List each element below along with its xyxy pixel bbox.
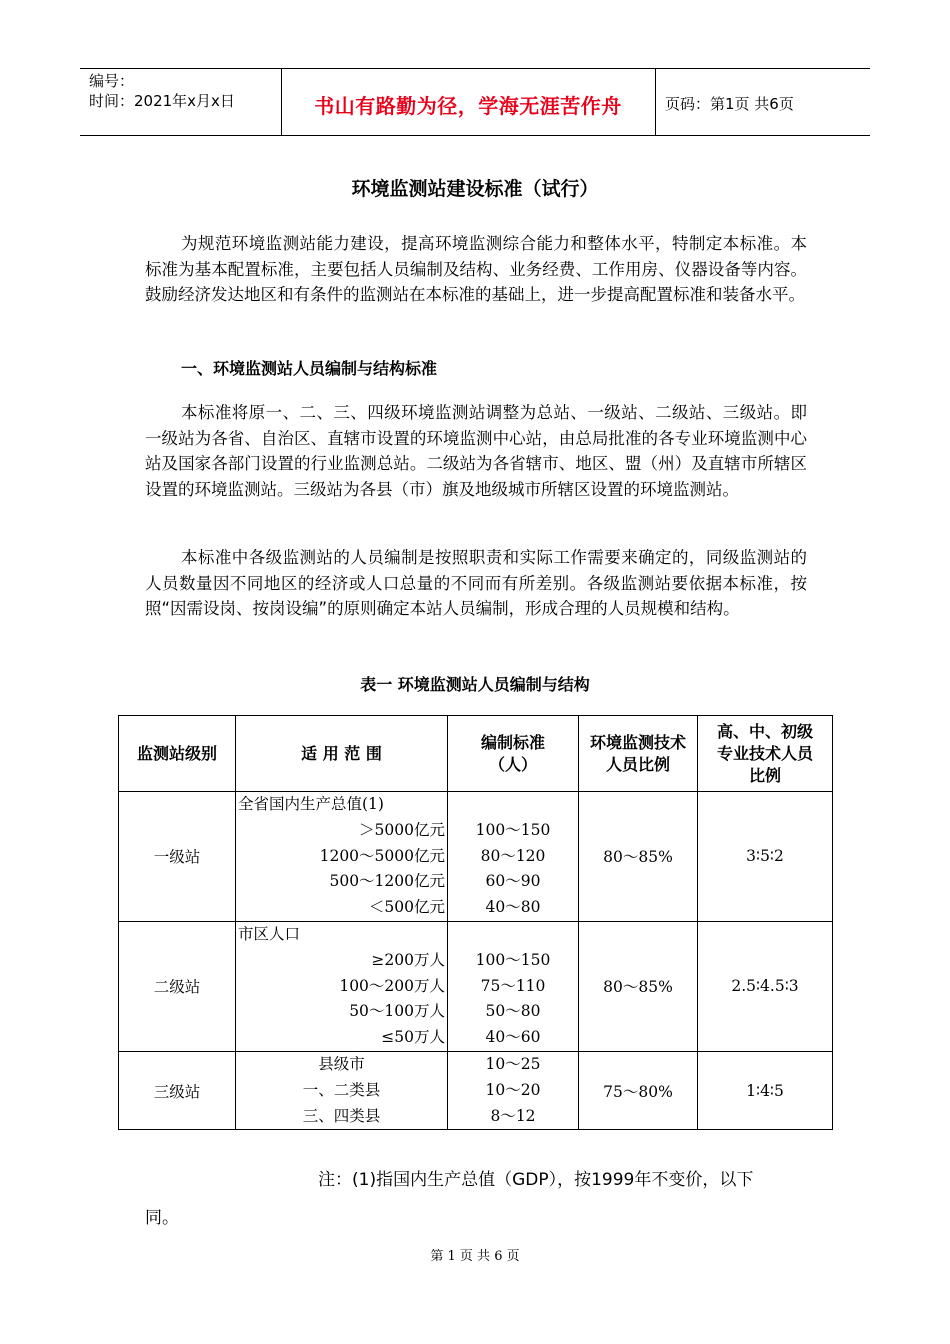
page-footer: 第 1 页 共 6 页 <box>430 1249 520 1264</box>
header-scope: 适 用 范 围 <box>236 716 448 792</box>
table-header-row <box>119 716 833 792</box>
row-tech-ratio: 75～80% <box>579 1051 698 1129</box>
header-time-label: 时间：2021年x月x日 <box>89 92 235 110</box>
row-staffing: 100～150 80～120 60～90 40～80 <box>448 792 579 922</box>
row-level: 二级站 <box>119 921 236 1051</box>
header-code-label: 编号： <box>89 72 135 90</box>
row-level: 一级站 <box>119 792 236 922</box>
header-page-info: 页码：第1页 共6页 <box>665 95 794 113</box>
row-tech-ratio: 80～85% <box>579 792 698 922</box>
document-title: 环境监测站建设标准（试行） <box>351 178 599 200</box>
paragraph-2: 本标准中各级监测站的人员编制是按照职责和实际工作需要来确定的，同级监测站的人员数量因不同地区的经济或人口总量的不同而有所差别。各级监测站要依据本标准，按照“因需设岗、按岗设编”的原则确定本站人员编制，形成合理的人员规模和结构。 <box>145 548 807 619</box>
section-1-heading: 一、环境监测站人员编制与结构标准 <box>181 359 438 378</box>
row-level-ratio: 3∶5∶2 <box>698 792 833 922</box>
header-divider-right <box>655 68 656 135</box>
row-level-ratio: 1∶4∶5 <box>698 1051 833 1129</box>
header-motto: 书山有路勤为径，学海无涯苦作舟 <box>314 94 622 118</box>
row-level-ratio: 2.5∶4.5∶3 <box>698 921 833 1051</box>
row-scope: 全省国内生产总值(1) ＞5000亿元 1200～5000亿元 500～1200亿元 ＜500亿元 <box>236 792 448 922</box>
intro-paragraph: 为规范环境监测站能力建设，提高环境监测综合能力和整体水平，特制定本标准。本标准为基本配置标准，主要包括人员编制及结构、业务经费、工作用房、仪器设备等内容。鼓励经济发达地区和有条件的监测站在本标准的基础上，进一步提高配置标准和装备水平。 <box>145 234 807 305</box>
row-tech-ratio: 80～85% <box>579 921 698 1051</box>
row-scope: 市区人口 ≥200万人 100～200万人 50～100万人 ≤50万人 <box>236 921 448 1051</box>
table-note-continued: 同。 <box>145 1208 179 1228</box>
header-bottom-border <box>80 135 870 136</box>
table-row <box>119 921 833 1051</box>
header-level: 监测站级别 <box>119 716 236 792</box>
table-note: 注：(1)指国内生产总值（GDP），按1999年不变价，以下 <box>318 1170 754 1190</box>
paragraph-1: 本标准将原一、二、三、四级环境监测站调整为总站、一级站、二级站、三级站。即一级站为各省、自治区、直辖市设置的环境监测中心站，由总局批准的各专业环境监测中心站及国家各部门设置的行业监测总站。二级站为各省辖市、地区、盟（州）及直辖市所辖区设置的环境监测站。三级站为各县（市）旗及地级城市所辖区设置的环境监测站。 <box>145 403 807 499</box>
table-row <box>119 792 833 922</box>
header-staffing: 编制标准 （人） <box>448 716 579 792</box>
row-staffing: 10～25 10～20 8～12 <box>448 1051 579 1129</box>
row-level: 三级站 <box>119 1051 236 1129</box>
table-caption: 表一 环境监测站人员编制与结构 <box>360 675 590 694</box>
row-scope: 县级市 一、二类县 三、四类县 <box>236 1051 448 1129</box>
staffing-table <box>118 715 833 1130</box>
table-row <box>119 1051 833 1129</box>
header-top-border <box>80 68 870 69</box>
header-tech-ratio: 环境监测技术 人员比例 <box>579 716 698 792</box>
row-staffing: 100～150 75～110 50～80 40～60 <box>448 921 579 1051</box>
header-level-ratio: 高、中、初级 专业技术人员 比例 <box>698 716 833 792</box>
